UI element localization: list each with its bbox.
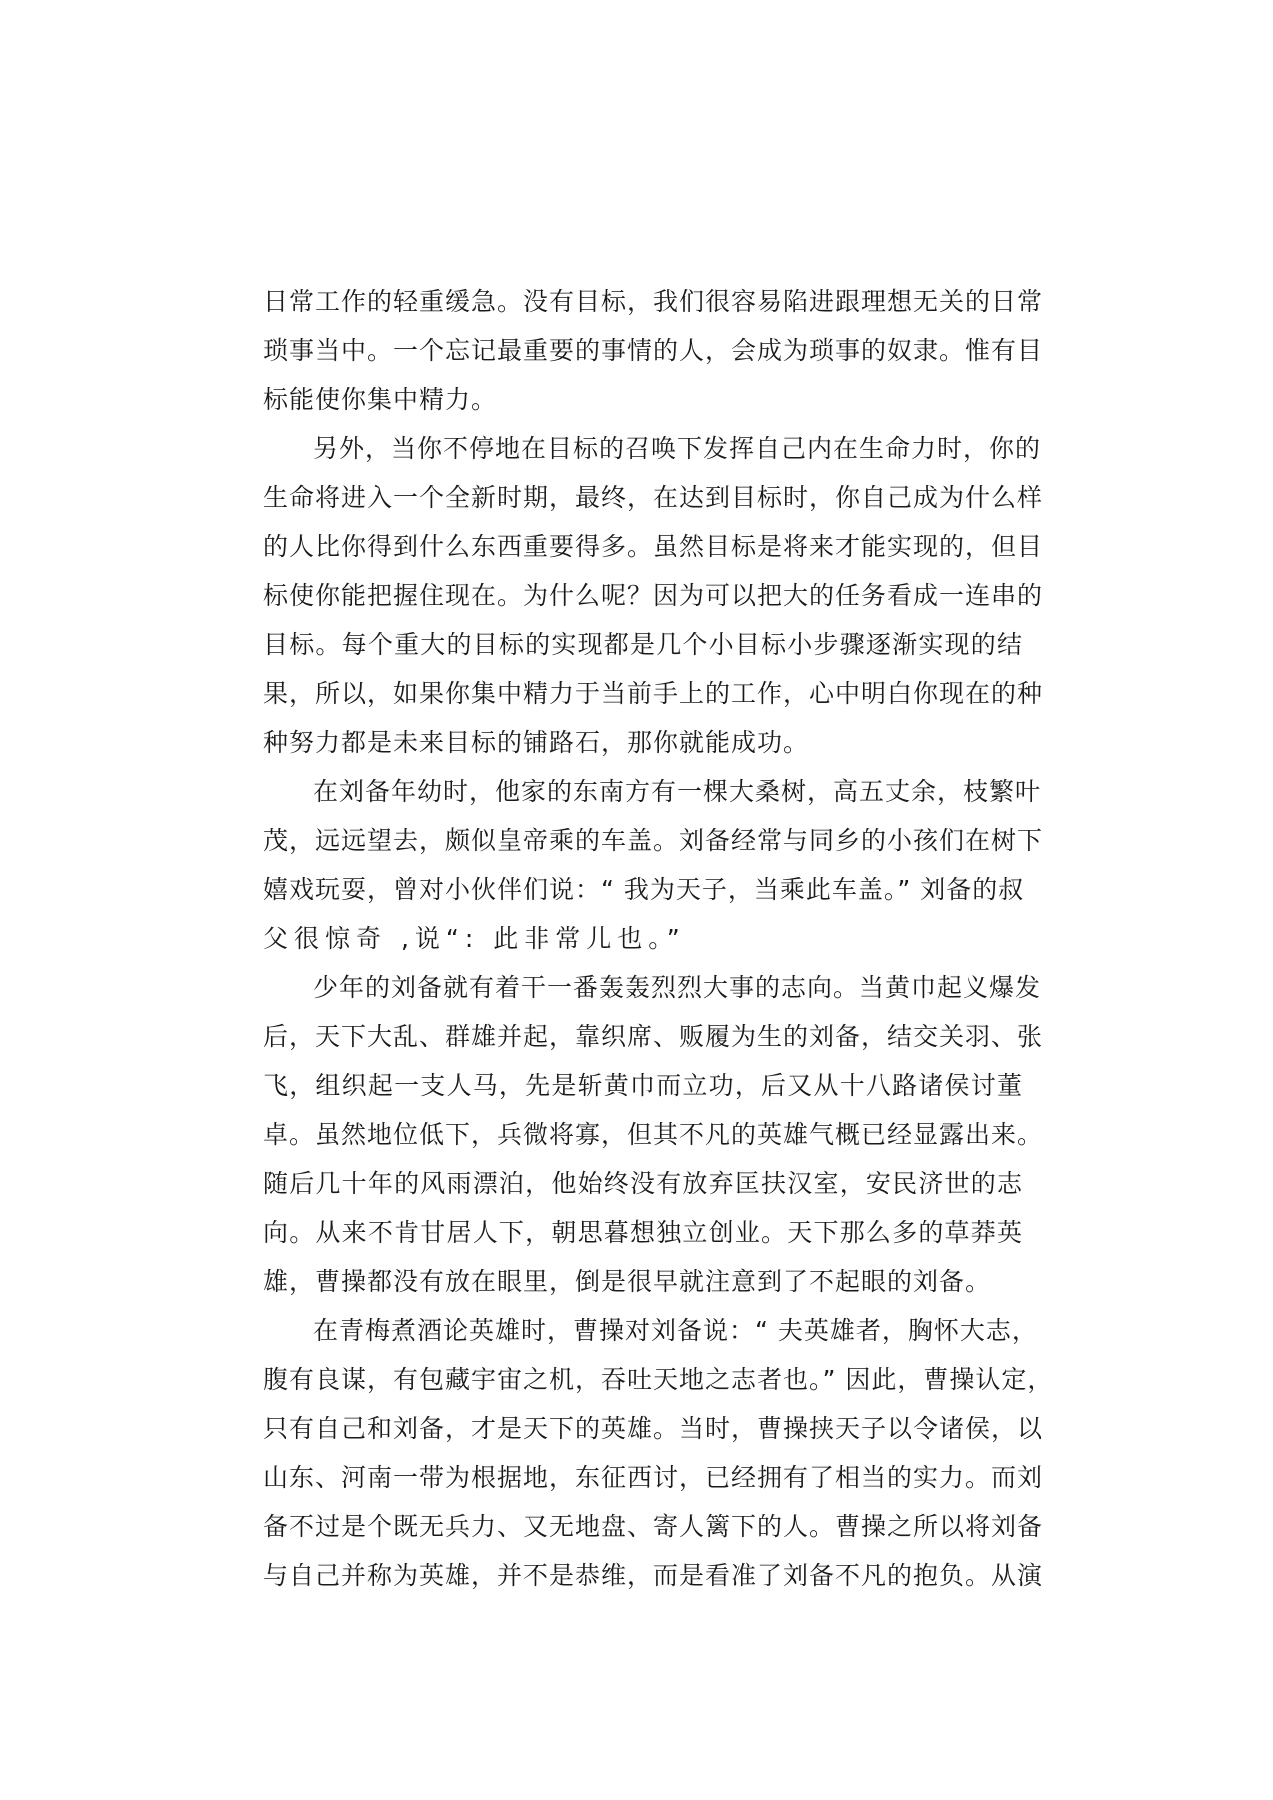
- text-line: 后，天下大乱、群雄并起，靠织席、贩履为生的刘备，结交关羽、张: [263, 1022, 1044, 1051]
- text-line: 另外，当你不停地在目标的召唤下发挥自己内在生命力时，你的: [313, 434, 1042, 463]
- text-line: 飞，组织起一支人马，先是斩黄巾而立功，后又从十八路诸侯讨董: [263, 1071, 1023, 1100]
- text-line: 雄，曹操都没有放在眼里，倒是很早就注意到了不起眼的刘备。: [263, 1267, 992, 1296]
- text-line: 卓。虽然地位低下，兵微将寡，但其不凡的英雄气概已经显露出来。: [263, 1120, 1044, 1149]
- text-line: 只有自己和刘备，才是天下的英雄。当时，曹操挟天子以令诸侯，以: [263, 1414, 1044, 1443]
- text-line: 腹有良谋，有包藏宇宙之机，吞吐天地之志者也。” 因此，曹操认定，: [263, 1365, 1054, 1394]
- body-text: [263, 277, 1054, 1600]
- text-line: 的人比你得到什么东西重要得多。虽然目标是将来才能实现的，但目: [263, 532, 1044, 561]
- text-line: 琐事当中。一个忘记最重要的事情的人，会成为琐事的奴隶。惟有目: [263, 336, 1044, 365]
- text-line: 日常工作的轻重缓急。没有目标，我们很容易陷进跟理想无关的日常: [263, 287, 1044, 316]
- text-line: 备不过是个既无兵力、又无地盘、寄人篱下的人。曹操之所以将刘备: [263, 1512, 1044, 1541]
- text-line: 向。从来不肯甘居人下，朝思暮想独立创业。天下那么多的草莽英: [263, 1218, 1023, 1247]
- text-line: 随后几十年的风雨漂泊，他始终没有放弃匡扶汉室，安民济世的志: [263, 1169, 1023, 1198]
- text-line: 标使你能把握住现在。为什么呢？因为可以把大的任务看成一连串的: [263, 581, 1044, 610]
- text-line: 少年的刘备就有着干一番轰轰烈烈大事的志向。当黄巾起义爆发: [313, 973, 1042, 1002]
- text-line: 茂，远远望去，颇似皇帝乘的车盖。刘备经常与同乡的小孩们在树下: [263, 826, 1044, 855]
- text-line: 种努力都是未来目标的铺路石，那你就能成功。: [263, 728, 810, 757]
- text-line: 目标。每个重大的目标的实现都是几个小目标小步骤逐渐实现的结: [263, 630, 1023, 659]
- text-line: 果，所以，如果你集中精力于当前手上的工作，心中明白你现在的种: [263, 679, 1044, 708]
- text-line: 嬉戏玩耍，曾对小伙伴们说：“ 我为天子，当乘此车盖。” 刘备的叔: [263, 875, 1025, 904]
- text-line: 父很惊奇 ,说“: 此非常儿也。”: [263, 924, 686, 953]
- text-line: 在刘备年幼时，他家的东南方有一棵大桑树，高五丈余，枝繁叶: [313, 777, 1042, 806]
- text-line: 山东、河南一带为根据地，东征西讨，已经拥有了相当的实力。而刘: [263, 1463, 1044, 1492]
- text-line: 与自己并称为英雄，并不是恭维，而是看准了刘备不凡的抱负。从演: [263, 1561, 1044, 1590]
- text-line: 在青梅煮酒论英雄时，曹操对刘备说：“ 夫英雄者，胸怀大志，: [313, 1316, 1038, 1345]
- text-line: 生命将进入一个全新时期，最终，在达到目标时，你自己成为什么样: [263, 483, 1044, 512]
- text-line: 标能使你集中精力。: [263, 385, 498, 414]
